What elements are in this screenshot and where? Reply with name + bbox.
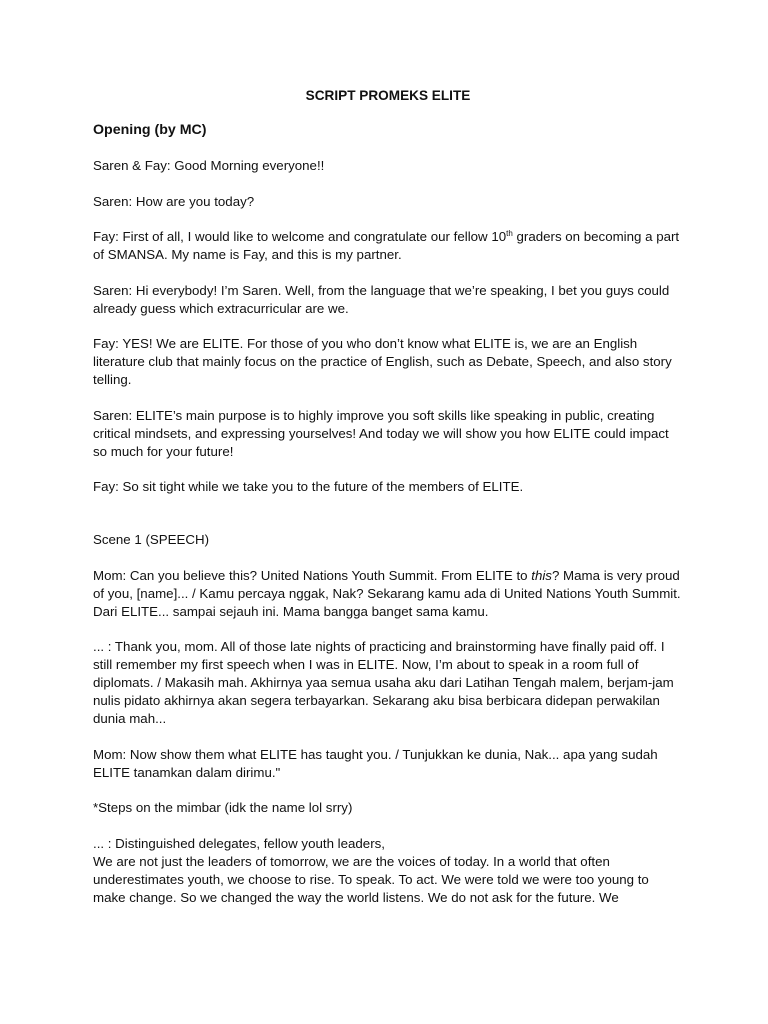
script-line: Saren: Hi everybody! I’m Saren. Well, from the language that we’re speaking, I bet you guys could already guess which extracurricular are we. xyxy=(93,282,670,316)
superscript: th xyxy=(506,229,513,238)
document-page xyxy=(93,87,683,924)
script-line xyxy=(93,567,683,621)
script-line: Fay: So sit tight while we take you to the future of the members of ELITE. xyxy=(93,479,524,494)
script-line: ... : Thank you, mom. All of those late nights of practicing and brainstorming have finally paid off. I still remember my first speech when I was in ELITE. Now, I’m about to speak in a room full of diplomats. / Makasih mah. Akhirnya yaa semua usaha aku dari Latihan Tengah malem, berjam-jam nulis pidato akhirnya akan segera terbayarkan. Sekarang aku bisa berbicara didepan perwakilan dunia mah... xyxy=(93,639,674,726)
script-line-text: graders on becoming a part of SMANSA. My name is Fay, and this is my partner. xyxy=(93,229,680,262)
script-line: Saren: ELITE’s main purpose is to highly improve you soft skills like speaking in public, creating critical mindsets, and expressing yourselves! And today we will show you how ELITE could impact so much for your future! xyxy=(93,407,669,459)
script-line: Saren & Fay: Good Morning everyone!! xyxy=(93,158,325,173)
script-line-text: Mom: Can you believe this? United Nations Youth Summit. From ELITE to xyxy=(93,567,532,583)
script-line: Mom: Now show them what ELITE has taught you. / Tunjukkan ke dunia, Nak... apa yang sudah ELITE tanamkan dalam dirimu." xyxy=(93,746,658,780)
script-line: Fay: YES! We are ELITE. For those of you who don’t know what ELITE is, we are an English literature club that mainly focus on the practice of English, such as Debate, Speech, and also story telling. xyxy=(93,336,672,387)
script-line xyxy=(93,228,683,264)
script-line: ... : Distinguished delegates, fellow youth leaders, xyxy=(93,835,385,851)
stage-direction: *Steps on the mimbar (idk the name lol srry) xyxy=(93,800,353,815)
script-line: Saren: How are you today? xyxy=(93,193,255,209)
emphasis-text: this xyxy=(531,567,552,583)
scene-heading: Scene 1 (SPEECH) xyxy=(93,532,210,547)
script-line-text: ? Mama is very proud of you, [name]... / Kamu percaya nggak, Nak? Sekarang kamu ada di United Nations Youth Summit. Dari ELITE... sampai sejauh ini. Mama bangga banget sama kamu. xyxy=(93,567,681,619)
script-line: We are not just the leaders of tomorrow, we are the voices of today. In a world that often underestimates youth, we choose to rise. To speak. To act. We were told we were too young to make change. So we changed the way the world listens. We do not ask for the future. We xyxy=(93,853,649,905)
script-line-text: Fay: First of all, I would like to welcome and congratulate our fellow 10 xyxy=(93,229,507,244)
document-title: SCRIPT PROMEKS ELITE xyxy=(305,88,471,103)
opening-heading: Opening (by MC) xyxy=(93,122,207,138)
